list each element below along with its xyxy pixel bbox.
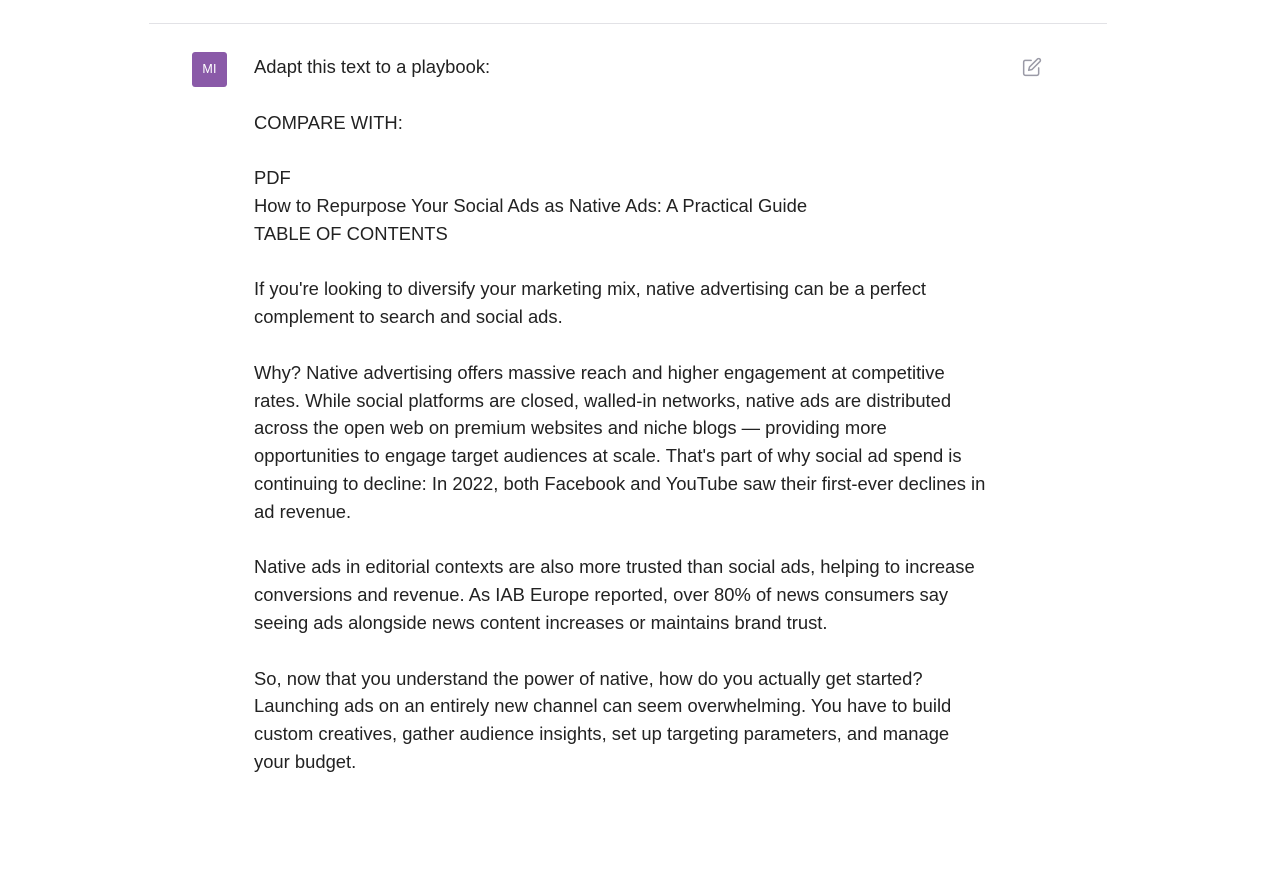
edit-message-button[interactable] bbox=[1022, 57, 1042, 77]
message-paragraph: Why? Native advertising offers massive reach and higher engagement at competitive rates. While social platforms are closed, walled-in networks, native ads are distributed across the open web on premium websites and niche blogs — providing more opportunities to engage target audiences at scale. That's part of why social ad spend is continuing to decline: In 2022, both Facebook and YouTube saw their first-ever declines in ad revenue. bbox=[254, 361, 986, 522]
pencil-square-icon bbox=[1022, 57, 1042, 77]
message-paragraph: Native ads in editorial contexts are also more trusted than social ads, helping to increase conversions and revenue. As IAB Europe reported, over 80% of news consumers say seeing ads alongside news content increases or maintains brand trust. bbox=[254, 556, 975, 633]
avatar: MI bbox=[192, 52, 227, 87]
message-paragraph: PDF How to Repurpose Your Social Ads as Native Ads: A Practical Guide TABLE OF CONTENTS bbox=[254, 167, 808, 244]
message-paragraph: If you're looking to diversify your marketing mix, native advertising can be a perfect complement to search and social ads. bbox=[254, 278, 927, 328]
message-paragraph: COMPARE WITH: bbox=[254, 111, 403, 133]
message-paragraph: Adapt this text to a playbook: bbox=[254, 56, 491, 77]
message-text bbox=[254, 53, 1014, 804]
message-paragraph: So, now that you understand the power of native, how do you actually get started? Launching ads on an entirely new channel can seem overwhelming. You have to build custom creatives, gather audience insights, set up targeting parameters, and manage your budget. bbox=[254, 667, 952, 772]
top-divider bbox=[149, 23, 1107, 24]
